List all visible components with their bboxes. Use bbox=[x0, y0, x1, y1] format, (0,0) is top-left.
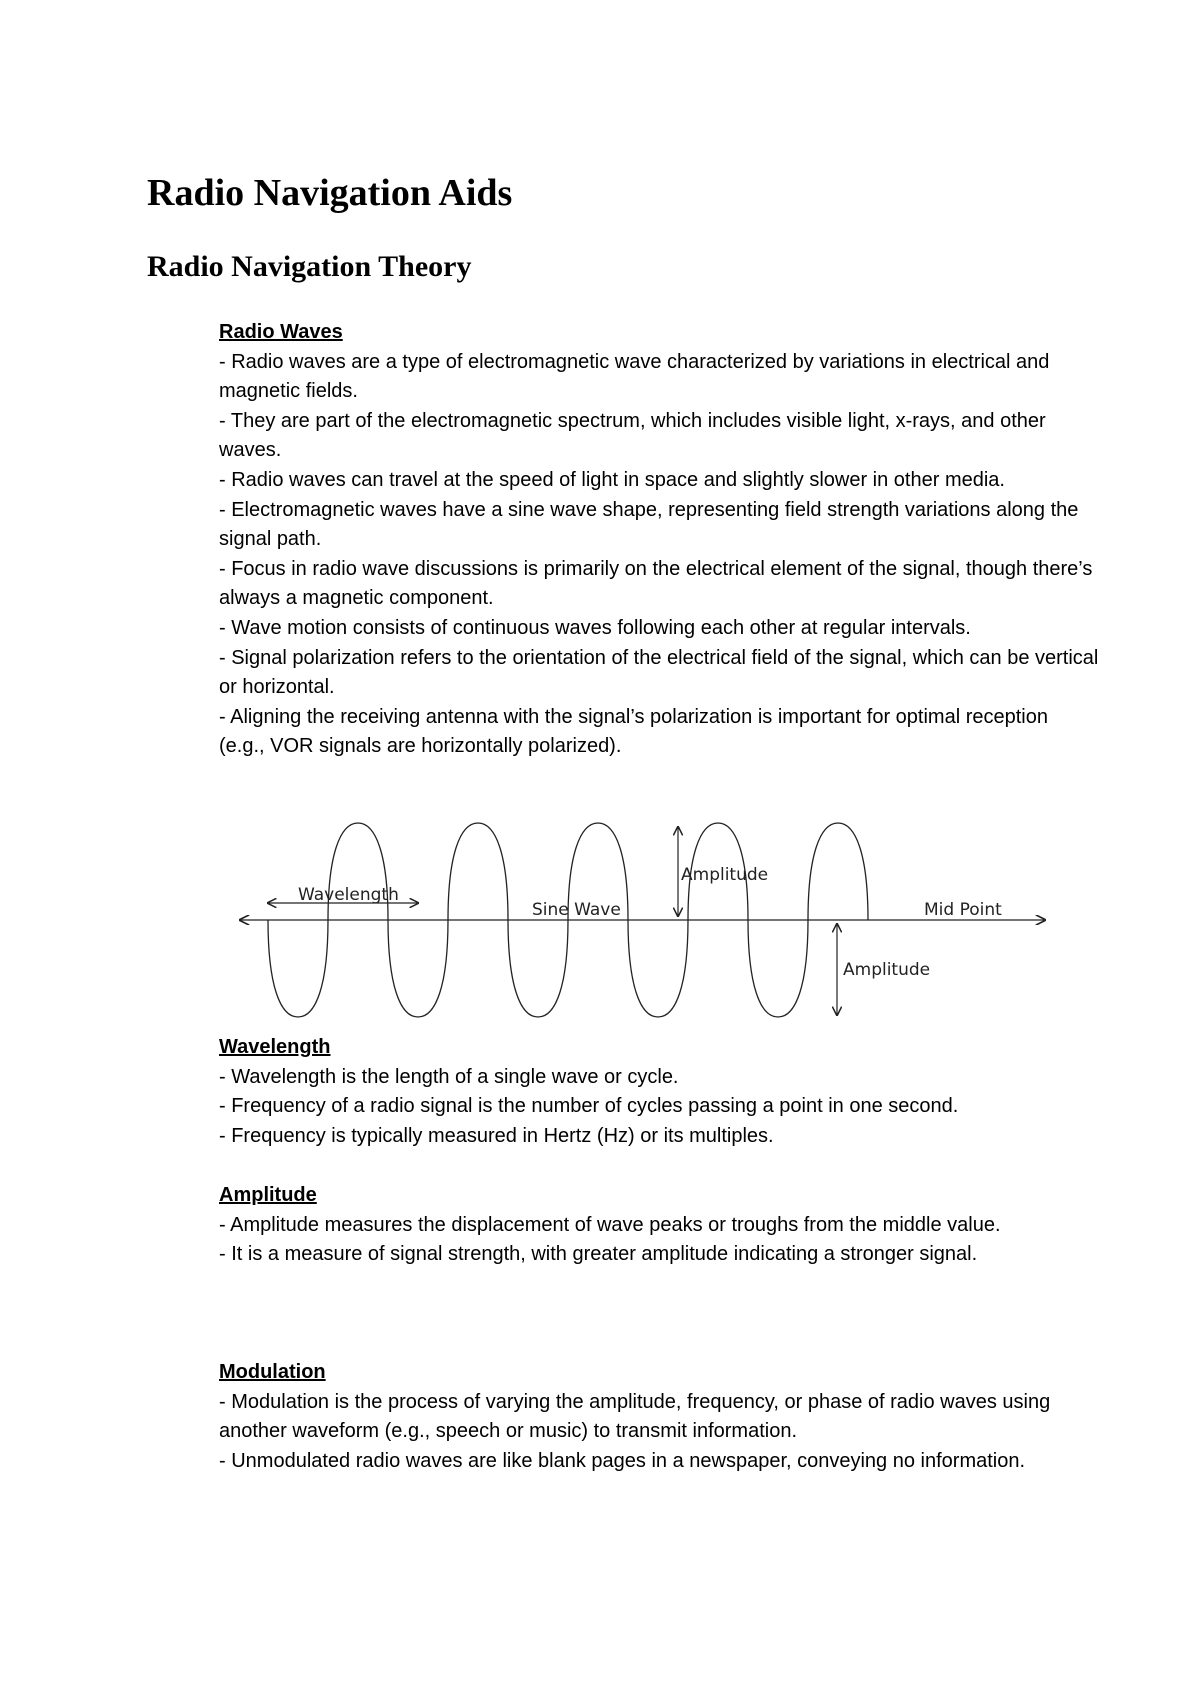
bullet-item: - Radio waves can travel at the speed of light in space and slightly slower in other media. bbox=[219, 468, 1005, 491]
bullet-item: - Radio waves are a type of electromagnetic wave characterized by variations in electrical and magnetic fields. bbox=[219, 350, 1050, 403]
bullet-item: - Electromagnetic waves have a sine wave shape, representing field strength variations along the signal path. bbox=[219, 498, 1079, 551]
section-amplitude bbox=[219, 1181, 1099, 1270]
page-title: Radio Navigation Aids bbox=[147, 172, 513, 214]
amplitude-top-label: Amplitude bbox=[681, 865, 769, 885]
section-heading: Modulation bbox=[219, 1361, 326, 1383]
sine-wave-diagram bbox=[230, 815, 1060, 1025]
bullet-item: - Modulation is the process of varying the amplitude, frequency, or phase of radio waves using another waveform (e.g., speech or music) to transmit information. bbox=[219, 1390, 1051, 1443]
page-subtitle: Radio Navigation Theory bbox=[147, 250, 472, 283]
bullet-item: - Wavelength is the length of a single wave or cycle. bbox=[219, 1065, 679, 1088]
section-heading: Radio Waves bbox=[219, 321, 343, 343]
bullet-item: - Unmodulated radio waves are like blank pages in a newspaper, conveying no information. bbox=[219, 1449, 1026, 1472]
bullet-item: - It is a measure of signal strength, with greater amplitude indicating a stronger signal. bbox=[219, 1243, 978, 1266]
bullet-item: - Amplitude measures the displacement of wave peaks or troughs from the middle value. bbox=[219, 1213, 1001, 1236]
bullet-item: - They are part of the electromagnetic spectrum, which includes visible light, x-rays, and other waves. bbox=[219, 409, 1046, 462]
section-modulation bbox=[219, 1358, 1099, 1476]
section-heading: Wavelength bbox=[219, 1036, 331, 1058]
bullet-item: - Focus in radio wave discussions is primarily on the electrical element of the signal, though there’s always a magnetic component. bbox=[219, 557, 1093, 610]
section-heading: Amplitude bbox=[219, 1184, 317, 1206]
section-wavelength bbox=[219, 1033, 1099, 1151]
bullet-item: - Wave motion consists of continuous waves following each other at regular intervals. bbox=[219, 616, 971, 639]
wavelength-label: Wavelength bbox=[298, 885, 399, 905]
bullet-item: - Aligning the receiving antenna with the signal’s polarization is important for optimal reception (e.g., VOR signals are horizontally polarized). bbox=[219, 705, 1048, 758]
bullet-item: - Signal polarization refers to the orientation of the electrical field of the signal, which can be vertical or horizontal. bbox=[219, 646, 1099, 699]
sine-wave-label: Sine Wave bbox=[532, 900, 621, 920]
amplitude-bottom-label: Amplitude bbox=[843, 960, 931, 980]
bullet-item: - Frequency of a radio signal is the number of cycles passing a point in one second. bbox=[219, 1095, 959, 1118]
section-radio-waves bbox=[219, 318, 1099, 762]
mid-point-label: Mid Point bbox=[924, 900, 1002, 920]
sine-wave-figure bbox=[230, 815, 1060, 1025]
bullet-item: - Frequency is typically measured in Hertz (Hz) or its multiples. bbox=[219, 1124, 774, 1147]
